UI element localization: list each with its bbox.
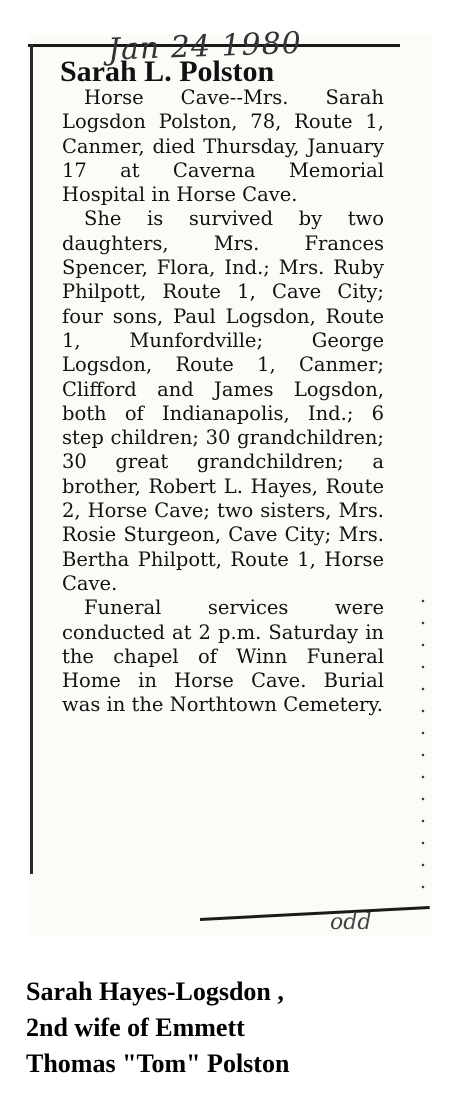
handwritten-date: Jan 24 1980: [107, 25, 303, 68]
clipping-right-edge: [420, 590, 426, 890]
clipping-left-edge: [30, 44, 33, 874]
obituary-paragraph-2: She is survived by two daughters, Mrs. Frances Spencer, Flora, Ind.; Mrs. Ruby Philpott, Route 1, Cave City; four sons, Paul Logsdon, Route 1, Munfordville; George Logsdon, Route 1, Canmer; Clifford and James Logsdon, both of Indianapolis, Ind.; 6 step children; 30 grandchildren; 30 great grandchildren; a brother, Robert L. Hayes, Route 2, Horse Cave; two sisters, Mrs. Rosie Sturgeon, Cave City; Mrs. Bertha Philpott, Route 1, Horse Cave.: [62, 207, 384, 595]
caption-line-1: Sarah Hayes-Logsdon ,: [26, 977, 284, 1006]
caption-line-2: 2nd wife of Emmett: [26, 1013, 245, 1042]
photo-caption: [26, 974, 446, 1082]
obituary-headline: Sarah L. Polston: [60, 55, 275, 88]
obituary-paragraph-1: Horse Cave--Mrs. Sarah Logsdon Polston, 78, Route 1, Canmer, died Thursday, January 17 at Caverna Memorial Hospital in Horse Cave.: [62, 86, 384, 207]
obituary-body: [62, 86, 384, 718]
caption-line-3: Thomas "Tom" Polston: [26, 1049, 290, 1078]
obituary-paragraph-3: Funeral services were conducted at 2 p.m. Saturday in the chapel of Winn Funeral Home in Horse Cave. Burial was in the Northtown Cemetery.: [62, 596, 384, 717]
handwritten-corner-note: odd: [330, 910, 372, 935]
